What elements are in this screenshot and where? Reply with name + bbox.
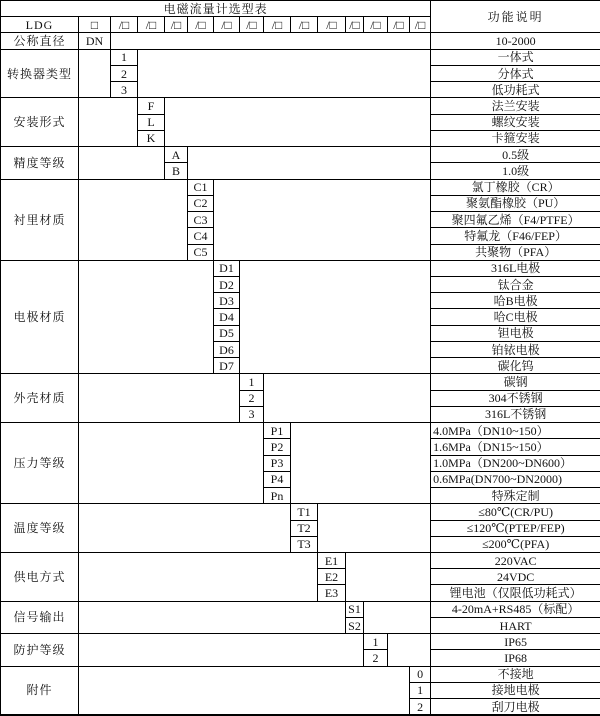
desc-cell: 锂电池（仅限低功耗式） <box>431 585 600 601</box>
desc-cell: ≤80℃(CR/PU) <box>431 504 600 520</box>
table-row <box>1 374 600 390</box>
category-label: 安装形式 <box>1 98 79 147</box>
code-cell: 2 <box>410 699 431 715</box>
code-cell: 0 <box>410 666 431 682</box>
code-cell: F <box>138 98 165 114</box>
desc-cell: 1.0MPa（DN200~DN600） <box>431 455 600 471</box>
blank-cell <box>79 552 318 601</box>
category-label: 衬里材质 <box>1 179 79 260</box>
model-segment-5: /□ <box>214 17 240 33</box>
table-row <box>1 98 600 114</box>
desc-cell: 铂铱电极 <box>431 341 600 357</box>
blank-cell <box>240 260 431 374</box>
code-cell: 2 <box>111 65 138 81</box>
code-cell: D3 <box>214 293 240 309</box>
code-cell: DN <box>79 33 111 49</box>
desc-cell: 24VDC <box>431 569 600 585</box>
table-row <box>1 601 600 617</box>
desc-cell: 聚氨酯橡胶（PU） <box>431 195 600 211</box>
desc-cell: 316L电极 <box>431 260 600 276</box>
desc-cell: 法兰安装 <box>431 98 600 114</box>
blank-cell <box>264 374 431 423</box>
desc-cell: 卡箍安装 <box>431 130 600 146</box>
desc-cell: 碳钢 <box>431 374 600 390</box>
model-segment-2: /□ <box>138 17 165 33</box>
code-cell: D1 <box>214 260 240 276</box>
code-cell: 1 <box>111 49 138 65</box>
code-cell: E3 <box>318 585 346 601</box>
model-segment-1: /□ <box>111 17 138 33</box>
code-cell: D7 <box>214 358 240 374</box>
code-cell: S1 <box>346 601 364 617</box>
table-row <box>1 49 600 65</box>
desc-cell: 螺纹安装 <box>431 114 600 130</box>
desc-cell: 哈B电极 <box>431 293 600 309</box>
desc-cell: 共聚物（PFA） <box>431 244 600 260</box>
blank-cell <box>79 504 291 553</box>
category-label: 外壳材质 <box>1 374 79 423</box>
category-label: 电极材质 <box>1 260 79 374</box>
blank-cell <box>79 666 410 715</box>
desc-cell: 碳化钨 <box>431 358 600 374</box>
code-cell: E1 <box>318 552 346 568</box>
code-cell: C3 <box>188 212 214 228</box>
desc-cell: IP65 <box>431 634 600 650</box>
desc-cell: 316L不锈钢 <box>431 406 600 422</box>
code-cell: D5 <box>214 325 240 341</box>
code-cell: K <box>138 130 165 146</box>
blank-cell <box>291 423 431 504</box>
table-row <box>1 260 600 276</box>
blank-cell <box>79 147 165 179</box>
code-cell: D6 <box>214 341 240 357</box>
desc-cell: 0.5级 <box>431 147 600 163</box>
blank-cell <box>138 49 431 98</box>
blank-cell <box>79 374 240 423</box>
category-label: 防护等级 <box>1 634 79 666</box>
model-box-cell: □ <box>79 17 111 33</box>
table-row <box>1 552 600 568</box>
desc-cell: 10-2000 <box>431 33 600 49</box>
model-segment-9: /□ <box>318 17 346 33</box>
desc-cell: HART <box>431 617 600 633</box>
blank-cell <box>79 601 346 633</box>
blank-cell <box>79 634 364 666</box>
code-cell: C2 <box>188 195 214 211</box>
code-cell: C5 <box>188 244 214 260</box>
category-label: 公称直径 <box>1 33 79 49</box>
category-label: 供电方式 <box>1 552 79 601</box>
table-row <box>1 666 600 682</box>
desc-cell: 特殊定制 <box>431 488 600 504</box>
desc-cell: ≤200℃(PFA) <box>431 536 600 552</box>
model-segment-4: /□ <box>188 17 214 33</box>
desc-cell: 钽电极 <box>431 325 600 341</box>
desc-cell: 220VAC <box>431 552 600 568</box>
code-cell: 3 <box>111 82 138 98</box>
model-segment-3: /□ <box>165 17 188 33</box>
table-row <box>1 423 600 439</box>
code-cell: 3 <box>240 406 264 422</box>
code-cell: C1 <box>188 179 214 195</box>
code-cell: P1 <box>264 423 291 439</box>
code-cell: C4 <box>188 228 214 244</box>
category-label: 温度等级 <box>1 504 79 553</box>
table-row <box>1 634 600 650</box>
code-cell: P4 <box>264 471 291 487</box>
model-segment-12: /□ <box>388 17 410 33</box>
model-prefix: LDG <box>1 17 79 33</box>
category-label: 压力等级 <box>1 423 79 504</box>
function-column-header: 功能说明 <box>431 1 600 33</box>
blank-cell <box>165 98 431 147</box>
desc-cell: 4.0MPa（DN10~150） <box>431 423 600 439</box>
code-cell: B <box>165 163 188 179</box>
page-title: 电磁流量计选型表 <box>1 1 431 17</box>
code-cell: S2 <box>346 617 364 633</box>
title-row <box>1 1 600 17</box>
blank-cell <box>388 634 431 666</box>
category-label: 附件 <box>1 666 79 715</box>
desc-cell: 氯丁橡胶（CR） <box>431 179 600 195</box>
code-cell: D4 <box>214 309 240 325</box>
code-cell: P2 <box>264 439 291 455</box>
desc-cell: 0.6MPa(DN700~DN2000) <box>431 471 600 487</box>
blank-cell <box>364 601 431 633</box>
table-row <box>1 179 600 195</box>
model-segment-13: /□ <box>410 17 431 33</box>
desc-cell: 不接地 <box>431 666 600 682</box>
model-segment-8: /□ <box>291 17 318 33</box>
blank-cell <box>79 260 214 374</box>
code-cell: 2 <box>240 390 264 406</box>
model-segment-11: /□ <box>364 17 388 33</box>
desc-cell: 304不锈钢 <box>431 390 600 406</box>
desc-cell: 聚四氟乙烯（F4/PTFE） <box>431 212 600 228</box>
table-row <box>1 33 600 49</box>
code-cell: Pn <box>264 488 291 504</box>
desc-cell: 分体式 <box>431 65 600 81</box>
desc-cell: 低功耗式 <box>431 82 600 98</box>
desc-cell: ≤120℃(PTEP/FEP) <box>431 520 600 536</box>
category-label: 信号输出 <box>1 601 79 633</box>
desc-cell: 接地电极 <box>431 682 600 698</box>
code-cell: 1 <box>410 682 431 698</box>
code-cell: 1 <box>364 634 388 650</box>
model-segment-6: /□ <box>240 17 264 33</box>
desc-cell: 一体式 <box>431 49 600 65</box>
blank-cell <box>318 504 431 553</box>
desc-cell: 钛合金 <box>431 276 600 292</box>
table-row <box>1 504 600 520</box>
category-label: 转换器类型 <box>1 49 79 98</box>
category-label: 精度等级 <box>1 147 79 179</box>
blank-cell <box>79 179 188 260</box>
blank-cell <box>79 423 264 504</box>
code-cell: 1 <box>240 374 264 390</box>
desc-cell: IP68 <box>431 650 600 666</box>
code-cell: T3 <box>291 536 318 552</box>
desc-cell: 1.6MPa（DN15~150） <box>431 439 600 455</box>
code-cell: E2 <box>318 569 346 585</box>
model-segment-10: /□ <box>346 17 364 33</box>
code-cell: P3 <box>264 455 291 471</box>
blank-cell <box>188 147 431 179</box>
code-cell: T1 <box>291 504 318 520</box>
blank-cell <box>79 49 111 98</box>
desc-cell: 1.0级 <box>431 163 600 179</box>
code-cell: 2 <box>364 650 388 666</box>
code-cell: T2 <box>291 520 318 536</box>
blank-cell <box>214 179 431 260</box>
desc-cell: 4-20mA+RS485（标配） <box>431 601 600 617</box>
blank-cell <box>111 33 431 49</box>
model-segment-7: /□ <box>264 17 291 33</box>
desc-cell: 特氟龙（F46/FEP） <box>431 228 600 244</box>
blank-cell <box>79 98 138 147</box>
desc-cell: 哈C电极 <box>431 309 600 325</box>
desc-cell: 刮刀电极 <box>431 699 600 715</box>
blank-cell <box>346 552 431 601</box>
code-cell: A <box>165 147 188 163</box>
table-row <box>1 147 600 163</box>
code-cell: D2 <box>214 276 240 292</box>
code-cell: L <box>138 114 165 130</box>
